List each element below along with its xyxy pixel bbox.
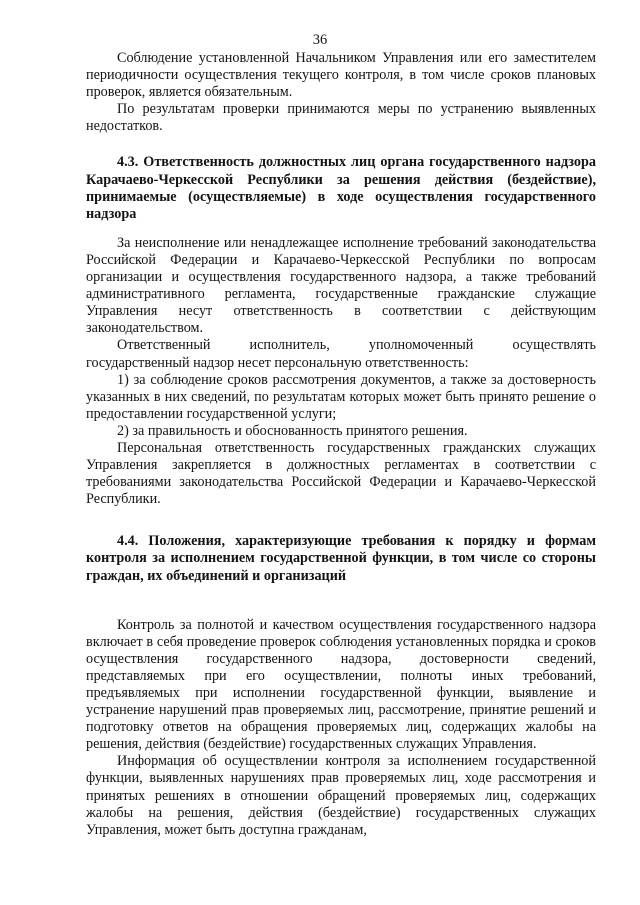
list-item-2: 2) за правильность и обоснованность принятого решения.	[117, 422, 468, 439]
spacer	[86, 223, 596, 235]
section-heading-4-4: 4.4. Положения, характеризующие требования к порядку и формам контроля за исполнением государственной функции, в том числе со стороны граждан, их объединений и организаций	[86, 533, 596, 584]
paragraph-check-results: По результатам проверки принимаются меры по устранению выявленных недостатков.	[86, 101, 596, 135]
paragraph-executor: Ответственный исполнитель, уполномоченный осуществлять государственный надзор несет персональную ответственность:	[86, 337, 596, 371]
list-item-1: 1) за соблюдение сроков рассмотрения документов, а также за достоверность указанных в них сведений, по результатам которых может быть принято решение о предоставлении государственной услуги;	[86, 371, 596, 422]
paragraph-personal-responsibility: Персональная ответственность государственных гражданских служащих Управления закрепляется в должностных регламентах в соответствии с требованиями законодательства Российской Федерации и Карачаево-Черкесской Республики.	[86, 439, 596, 508]
paragraph-control: Контроль за полнотой и качеством осуществления государственного надзора включает в себя проведение проверок соблюдения установленных порядка и сроков осуществления государственного надзора, достоверности сведений, представляемых при его осуществлении, полноты иных требований, предъявляемых при исполнении государственной функции, выявление и устранение нарушений прав проверяемых лиц, рассмотрение, принятие решений и подготовку ответов на обращения проверяемых лиц, содержащих жалобы на решения, действия (бездействие) государственных служащих Управления.	[86, 616, 596, 753]
spacer	[86, 585, 596, 617]
paragraph-responsibility: За неисполнение или ненадлежащее исполнение требований законодательства Российской Федерации и Карачаево-Черкесской Республики по вопросам организации и осуществления государственного надзора, а также требований административного регламента, государственные гражданские служащие Управления несут ответственность в соответствии с действующим законодательством.	[86, 234, 596, 337]
spacer	[86, 508, 596, 533]
spacer	[86, 135, 596, 154]
document-body	[86, 50, 596, 839]
page-number: 36	[312, 32, 328, 48]
section-heading-4-3: 4.3. Ответственность должностных лиц органа государственного надзора Карачаево-Черкесской Республики за решения действия (бездействие), принимаемые (осуществляемые) в ходе осуществления государственного надзора	[86, 154, 596, 222]
paragraph-periodicity: Соблюдение установленной Начальником Управления или его заместителем периодичности осуществления текущего контроля, в том числе сроков плановых проверок, является обязательным.	[86, 50, 596, 101]
paragraph-information: Информация об осуществлении контроля за исполнением государственной функции, выявленных нарушениях прав проверяемых лиц, ходе рассмотрения и принятых решениях в отношении обращений проверяемых лиц, содержащих жалобы на решения, действия (бездействие) государственных служащих Управления, может быть доступна гражданам,	[86, 753, 596, 838]
